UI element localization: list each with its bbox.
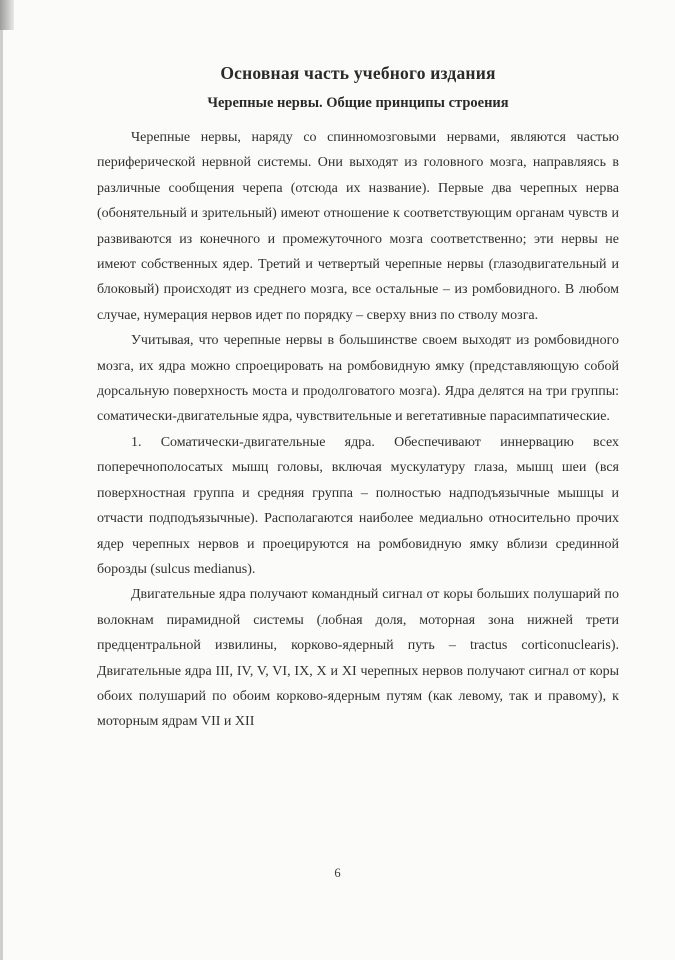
paragraph-1: Черепные нервы, наряду со спинномозговыми нервами, являются частью периферической нервной системы. Они выходят из головного мозга, направляясь в различные сообщения черепа (отсюда их название). Первые два черепных нерва (обонятельный и зрительный) имеют отношение к соответствующим органам чувств и развиваются из конечного и промежуточного мозга соответственно; эти нервы не имеют собственных ядер. Третий и четвертый черепные нервы (глазодвигательный и блоковый) происходят из среднего мозга, все остальные – из ромбовидного. В любом случае, нумерация нервов идет по порядку – сверху вниз по стволу мозга. bbox=[97, 130, 619, 323]
paragraph-2: Учитывая, что черепные нервы в большинстве своем выходят из ромбовидного мозга, их ядра можно спроецировать на ромбовидную ямку (представляющую собой дорсальную поверхность моста и продолговатого мозга). Ядра делятся на три группы: соматически-двигательные ядра, чувствительные и вегетативные парасимпатические. bbox=[97, 333, 619, 425]
paragraph-4: Двигательные ядра получают командный сигнал от коры больших полушарий по волокнам пирамидной системы (лобная доля, моторная зона нижней трети предцентральной извилины, корково-ядерный путь – tractus corticonuclearis). Двигательные ядра III, IV, V, VI, IX, X и XI черепных нервов получают сигнал от коры обоих полушарий по обоим корково-ядерным путям (как левому, так и правому), к моторным ядрам VII и XII bbox=[97, 587, 619, 730]
paragraph-3: 1. Соматически-двигательные ядра. Обеспечивают иннервацию всех поперечнополосатых мышц головы, включая мускулатуру глаза, мышц шеи (вся поверхностная группа и средняя группа – полностью надподъязычные мышцы и отчасти подподъязычные). Располагаются наиболее медиально относительно прочих ядер черепных нервов и проецируются на ромбовидную ямку вблизи срединной борозды (sulcus medianus). bbox=[97, 434, 619, 577]
page-corner-shadow bbox=[0, 0, 14, 30]
body-text bbox=[97, 125, 619, 735]
page-title: Основная часть учебного издания bbox=[220, 63, 496, 83]
page-number: 6 bbox=[334, 866, 341, 880]
section-heading: Черепные нервы. Общие принципы строения bbox=[207, 95, 509, 111]
page-left-edge bbox=[0, 0, 3, 960]
page-content bbox=[97, 59, 619, 735]
